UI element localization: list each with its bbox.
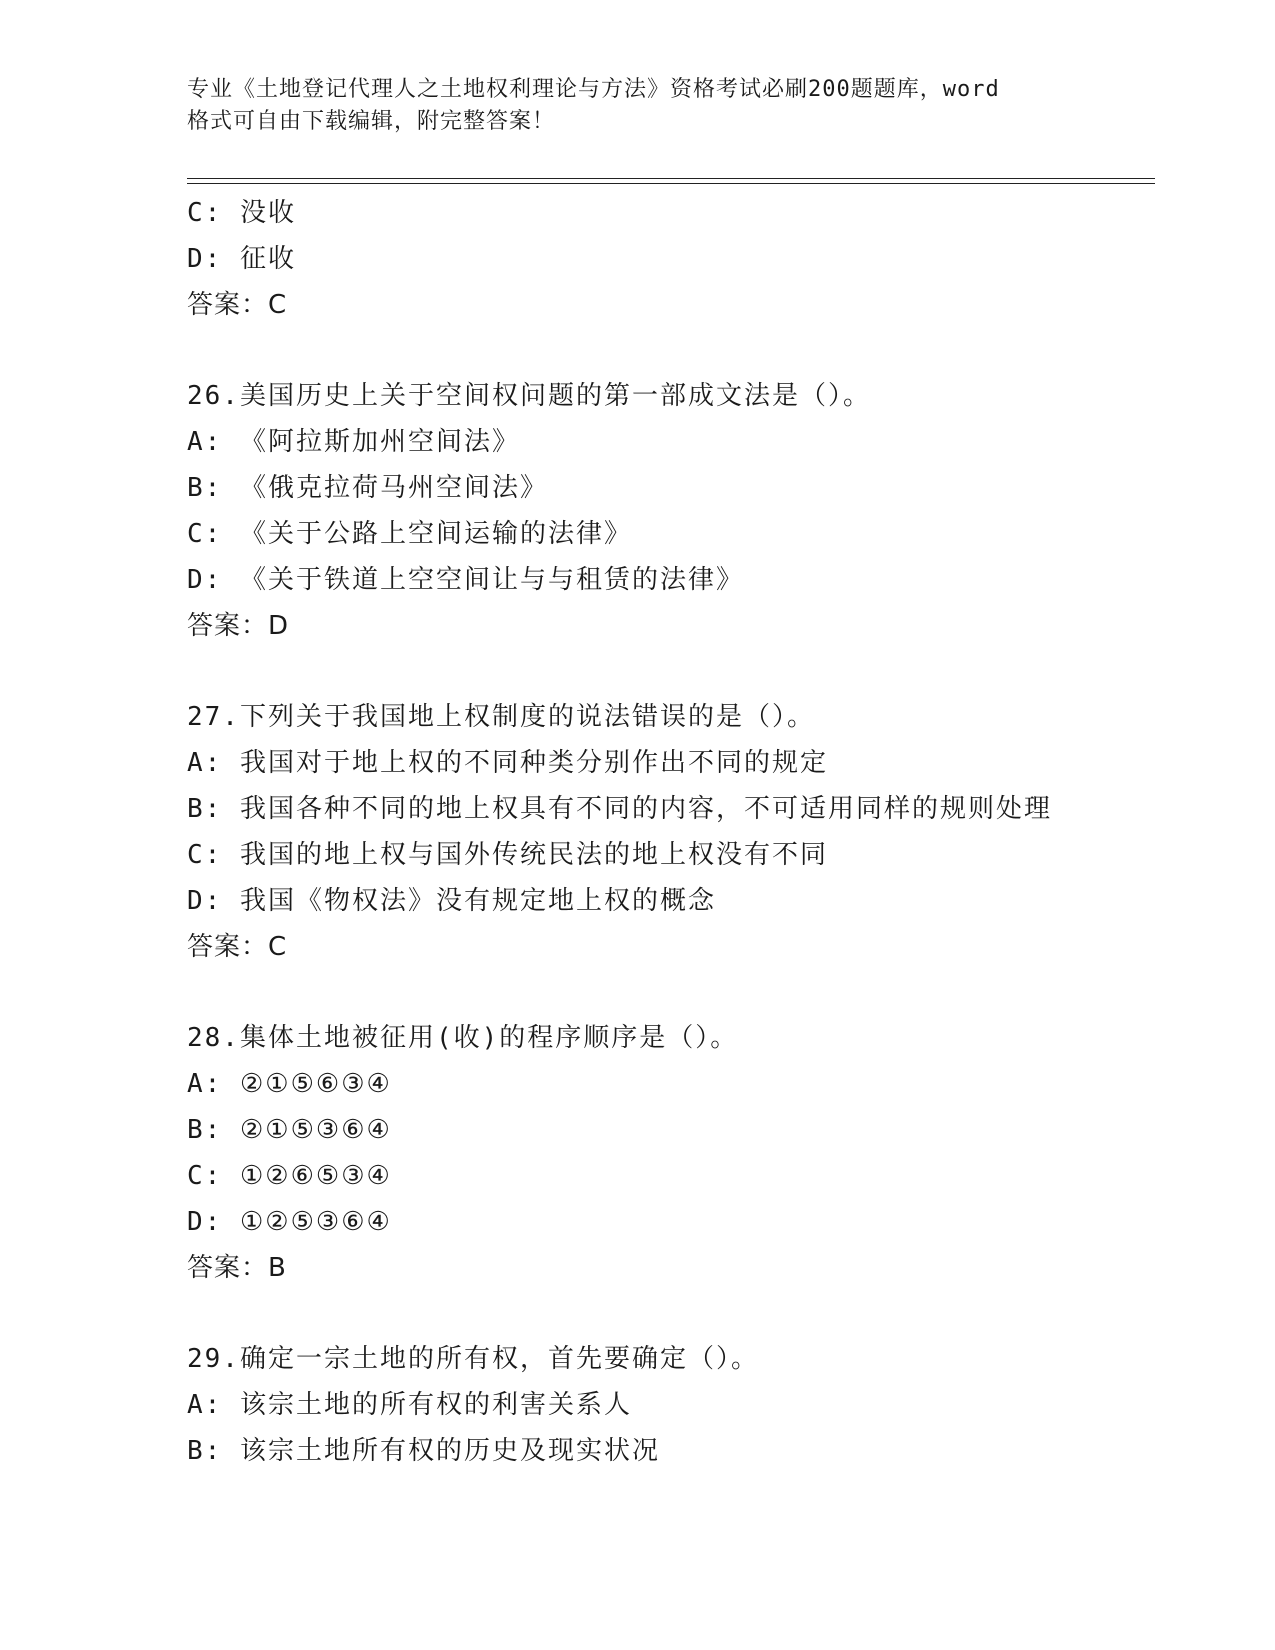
question-28	[187, 1015, 1147, 1291]
option-a: A: ②①⑤⑥③④	[187, 1069, 392, 1099]
option-c: C: 没收	[187, 198, 296, 228]
option-d: D: ①②⑤③⑥④	[187, 1207, 392, 1237]
question-list	[187, 190, 1147, 1474]
answer-line: 答案：C	[187, 932, 288, 962]
option-c: C: ①②⑥⑤③④	[187, 1161, 392, 1191]
option-b: B: 该宗土地所有权的历史及现实状况	[187, 1436, 660, 1466]
option-b: B: 《俄克拉荷马州空间法》	[187, 473, 548, 503]
option-a: A: 我国对于地上权的不同种类分别作出不同的规定	[187, 748, 828, 778]
document-header	[187, 74, 1067, 138]
question-26	[187, 373, 1147, 649]
question-25-continued	[187, 190, 1147, 328]
answer-line: 答案：C	[187, 290, 288, 320]
option-d: D: 《关于铁道上空空间让与与租赁的法律》	[187, 565, 744, 595]
question-stem: 27.下列关于我国地上权制度的说法错误的是（）。	[187, 702, 815, 732]
option-d: D: 我国《物权法》没有规定地上权的概念	[187, 886, 716, 916]
option-c: C: 我国的地上权与国外传统民法的地上权没有不同	[187, 840, 828, 870]
answer-line: 答案：D	[187, 611, 290, 641]
question-stem: 28.集体土地被征用(收)的程序顺序是（）。	[187, 1023, 739, 1053]
header-title-line-2: 格式可自由下载编辑，附完整答案！	[187, 109, 556, 134]
option-a: A: 《阿拉斯加州空间法》	[187, 427, 520, 457]
option-a: A: 该宗土地的所有权的利害关系人	[187, 1390, 632, 1420]
option-b: B: 我国各种不同的地上权具有不同的内容，不可适用同样的规则处理	[187, 794, 1052, 824]
question-stem: 26.美国历史上关于空间权问题的第一部成文法是（）。	[187, 381, 871, 411]
option-b: B: ②①⑤③⑥④	[187, 1115, 392, 1145]
question-29	[187, 1336, 1147, 1474]
option-c: C: 《关于公路上空间运输的法律》	[187, 519, 632, 549]
header-divider-top	[187, 178, 1155, 179]
header-title-line-1: 专业《土地登记代理人之土地权利理论与方法》资格考试必刷200题题库，word	[187, 77, 1000, 102]
header-divider-bottom	[187, 183, 1155, 184]
question-27	[187, 694, 1147, 970]
question-stem: 29.确定一宗土地的所有权，首先要确定（）。	[187, 1344, 759, 1374]
answer-line: 答案：B	[187, 1253, 287, 1283]
option-d: D: 征收	[187, 244, 296, 274]
